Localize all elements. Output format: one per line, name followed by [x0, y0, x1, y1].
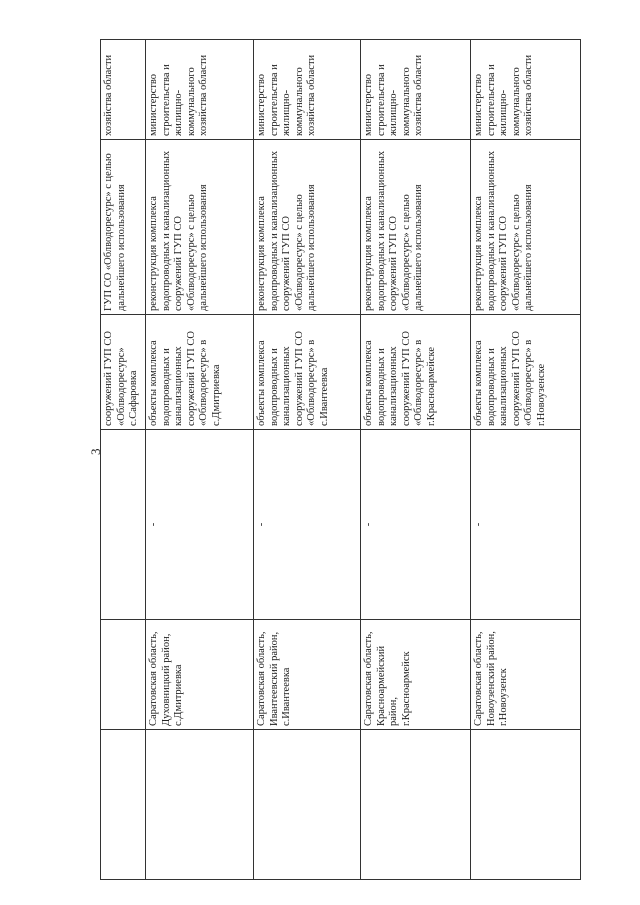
table-row — [254, 40, 361, 880]
objects-cell: объекты комплекса водопроводных и канализационных сооружений ГУП СО «Облводоресурс» в г.Новоузенске — [471, 315, 581, 430]
region-cell: Саратовская область, Ивантеевский район, с.Ивантеевка — [254, 620, 361, 730]
old-object-cell — [101, 430, 146, 620]
region-cell — [101, 620, 146, 730]
purpose-cell: ГУП СО «Облводоресурс» с целью дальнейшего использования — [101, 140, 146, 315]
blank-cell — [146, 730, 254, 880]
blank-cell — [471, 730, 581, 880]
old-object-cell: - — [361, 430, 471, 620]
region-cell: Саратовская область, Духовницкий район, с.Дмитриевка — [146, 620, 254, 730]
authority-cell: министерство строительства и жилищно-коммунального хозяйства области — [471, 40, 581, 140]
table-row — [146, 40, 254, 880]
old-object-cell: - — [146, 430, 254, 620]
authority-cell: министерство строительства и жилищно-коммунального хозяйства области — [361, 40, 471, 140]
table-row — [471, 40, 581, 880]
table-row — [361, 40, 471, 880]
region-cell: Саратовская область, Красноармейский район, г.Красноармейск — [361, 620, 471, 730]
authority-cell: министерство строительства и жилищно-коммунального хозяйства области — [146, 40, 254, 140]
blank-cell — [361, 730, 471, 880]
old-object-cell: - — [471, 430, 581, 620]
objects-table — [100, 39, 581, 880]
purpose-cell: реконструкция комплекса водопроводных и канализационных сооружений ГУП СО «Облводоресурс» с целью дальнейшего использования — [146, 140, 254, 315]
objects-cell: объекты комплекса водопроводных и канализационных сооружений ГУП СО «Облводоресурс» в г.Красноармейске — [361, 315, 471, 430]
objects-cell: объекты комплекса водопроводных и канализационных сооружений ГУП СО «Облводоресурс» в с.Дмитриевка — [146, 315, 254, 430]
old-object-cell: - — [254, 430, 361, 620]
page-number: 3 — [88, 448, 103, 455]
table-row — [101, 40, 146, 880]
authority-cell: хозяйства области — [101, 40, 146, 140]
blank-cell — [254, 730, 361, 880]
authority-cell: министерство строительства и жилищно-коммунального хозяйства области — [254, 40, 361, 140]
purpose-cell: реконструкция комплекса водопроводных и канализационных сооружений ГУП СО «Облводоресурс» с целью дальнейшего использования — [254, 140, 361, 315]
purpose-cell: реконструкция комплекса водопроводных и канализационных сооружений ГУП СО «Облводоресурс» с целью дальнейшего использования — [471, 140, 581, 315]
region-cell: Саратовская область, Новоузенский район, г.Новоузенск — [471, 620, 581, 730]
objects-cell: сооружений ГУП СО «Облводоресурс» с.Сафаровка — [101, 315, 146, 430]
purpose-cell: реконструкция комплекса водопроводных и канализационных сооружений ГУП СО «Облводоресурс» с целью дальнейшего использования — [361, 140, 471, 315]
rotated-table-wrapper — [100, 40, 580, 880]
blank-cell — [101, 730, 146, 880]
objects-cell: объекты комплекса водопроводных и канализационных сооружений ГУП СО «Облводоресурс» в с.Ивантеевка — [254, 315, 361, 430]
